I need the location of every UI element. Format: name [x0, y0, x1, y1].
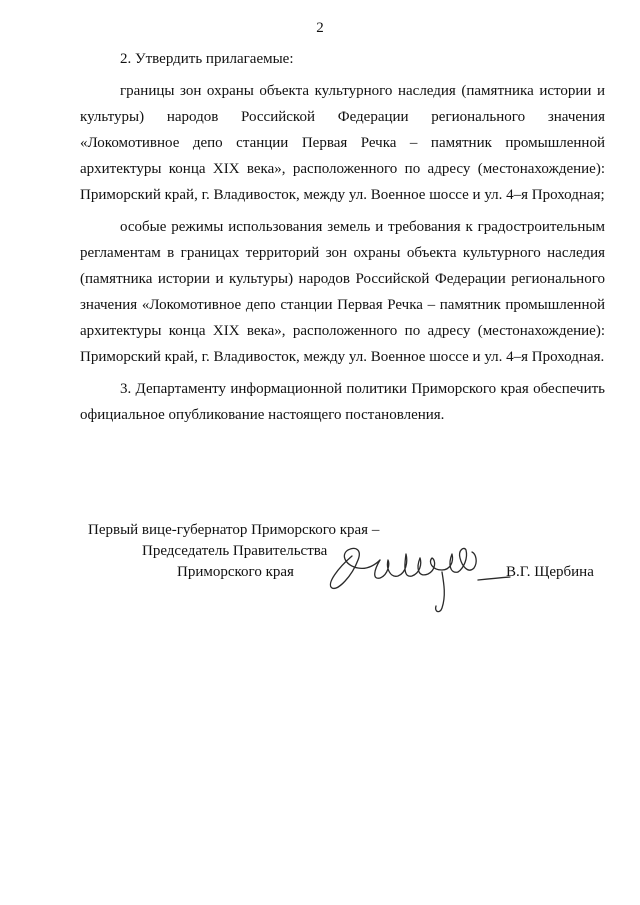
- page-number: 2: [316, 20, 324, 36]
- paragraph-approve: 2. Утвердить прилагаемые:: [120, 51, 294, 67]
- signatory-position-line-2: Председатель Правительства: [142, 543, 328, 559]
- signature-block: [0, 520, 640, 640]
- signatory-position-line-1: Первый вице-губернатор Приморского края –: [88, 522, 380, 538]
- paragraph-zone-boundaries: границы зон охраны объекта культурного наследия (памятника истории и культуры) народов Российской Федерации регионального значения «Локомотивное депо станции Первая Речка – памятник промышленной архитектуры конца XIX века», расположенного по адресу (местонахождение): Приморский край, г. Владивосток, между ул. Военное шоссе и ул. 4–я Проходная;: [80, 83, 605, 203]
- signatory-position-line-3: Приморского края: [177, 564, 294, 580]
- document-body: [80, 46, 605, 428]
- handwritten-signature: [318, 528, 518, 618]
- paragraph-publication: 3. Департаменту информационной политики Приморского края обеспечить официальное опубликование настоящего постановления.: [80, 381, 605, 423]
- signatory-name: В.Г. Щербина: [506, 564, 594, 580]
- paragraph-land-use-regimes: особые режимы использования земель и требования к градостроительным регламентам в границах территорий зон охраны объекта культурного наследия (памятника истории и культуры) народов Российской Федерации регионального значения «Локомотивное депо станции Первая Речка – памятник промышленной архитектуры конца XIX века», расположенного по адресу (местонахождение): Приморский край, г. Владивосток, между ул. Военное шоссе и ул. 4–я Проходная.: [80, 219, 605, 365]
